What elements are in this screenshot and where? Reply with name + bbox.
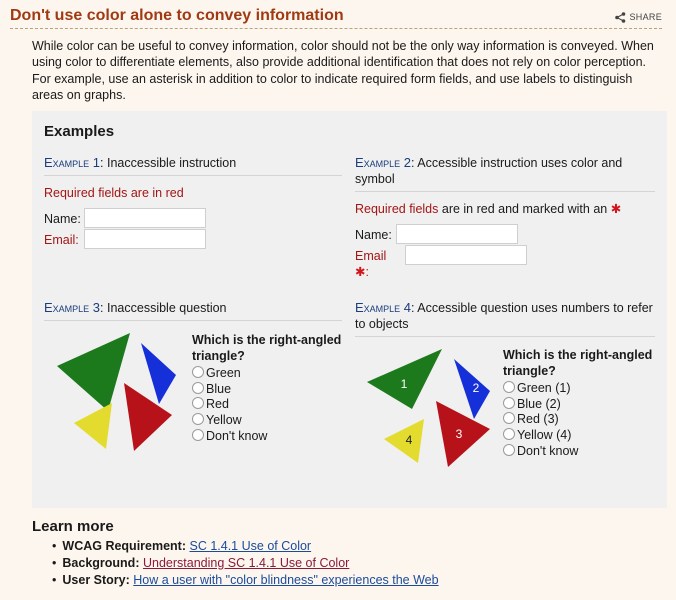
item-label: WCAG Requirement: <box>62 539 187 553</box>
option-label: Blue <box>206 381 232 396</box>
radio-button[interactable] <box>192 366 204 378</box>
radio-option[interactable] <box>503 396 653 412</box>
email-field[interactable] <box>84 229 206 249</box>
numbered-triangles-figure <box>362 347 502 471</box>
example-1-instruction: Required fields are in red <box>44 186 184 200</box>
section-header <box>10 6 662 29</box>
question-text: Which is the right-angled triangle? <box>503 348 653 378</box>
required-star-icon: ✱ <box>610 202 622 216</box>
example-3-number: Example 3 <box>44 300 101 315</box>
user-story-link[interactable]: How a user with "color blindness" experiences the Web <box>133 573 439 587</box>
name-label: Name: <box>355 228 392 242</box>
example-3-title-text: Inaccessible question <box>106 301 227 315</box>
radio-button[interactable] <box>503 381 515 393</box>
radio-option[interactable] <box>192 381 342 397</box>
learn-more-heading: Learn more <box>32 518 114 535</box>
radio-option[interactable] <box>503 443 653 459</box>
yellow-triangle <box>74 403 112 449</box>
option-label: Don't know <box>206 428 268 443</box>
list-item <box>52 572 439 589</box>
item-label: Background: <box>62 556 140 570</box>
example-4 <box>355 300 655 337</box>
yellow-triangle <box>384 419 424 463</box>
option-label: Red <box>206 397 229 412</box>
radio-button[interactable] <box>192 413 204 425</box>
wcag-requirement-link[interactable]: SC 1.4.1 Use of Color <box>189 539 312 553</box>
green-triangle <box>57 333 130 411</box>
share-icon <box>615 12 626 23</box>
triangle-label-4: 4 <box>405 433 413 447</box>
email-label <box>355 248 386 280</box>
red-triangle <box>436 401 490 467</box>
example-3-title: Example 3: Inaccessible question <box>44 300 342 321</box>
list-item <box>52 555 439 572</box>
radio-button[interactable] <box>192 382 204 394</box>
example-1 <box>44 155 342 247</box>
radio-option[interactable] <box>192 396 342 412</box>
radio-button[interactable] <box>503 444 515 456</box>
learn-more-list <box>52 538 439 589</box>
option-label: Yellow <box>206 413 242 428</box>
example-3-question <box>192 332 342 443</box>
radio-button[interactable] <box>503 412 515 424</box>
list-item <box>52 538 439 555</box>
name-field[interactable] <box>84 208 206 228</box>
example-1-title-text: Inaccessible instruction <box>106 156 237 170</box>
example-4-number: Example 4 <box>355 300 412 315</box>
name-field[interactable] <box>396 224 518 244</box>
example-2-instruction-rest: are in red and marked with an <box>438 202 611 216</box>
blue-triangle <box>141 343 176 404</box>
required-star-icon: ✱: <box>355 265 369 279</box>
example-4-question <box>503 347 653 458</box>
option-label: Yellow (4) <box>517 428 572 443</box>
page-title: Don't use color alone to convey information <box>10 7 344 24</box>
radio-option[interactable] <box>503 411 653 427</box>
question-text: Which is the right-angled triangle? <box>192 333 342 363</box>
example-2-title-text: Accessible instruction uses color and symbol <box>355 156 623 186</box>
example-4-title-text: Accessible question uses numbers to refer to objects <box>355 301 653 331</box>
example-2-title: Example 2: Accessible instruction uses color and symbol <box>355 155 655 192</box>
radio-option[interactable] <box>503 427 653 443</box>
item-label: User Story: <box>62 573 130 587</box>
example-3 <box>44 300 342 321</box>
option-label: Green (1) <box>517 381 571 395</box>
radio-button[interactable] <box>192 397 204 409</box>
option-label: Red (3) <box>517 412 559 427</box>
option-label: Don't know <box>517 443 579 458</box>
radio-option[interactable] <box>503 380 653 396</box>
radio-button[interactable] <box>503 428 515 440</box>
radio-button[interactable] <box>192 429 204 441</box>
share-label: SHARE <box>629 12 662 22</box>
example-2-instruction-red: Required fields <box>355 202 439 216</box>
triangle-label-1: 1 <box>400 377 408 391</box>
example-2 <box>355 155 655 279</box>
radio-option[interactable] <box>192 365 342 381</box>
intro-paragraph: While color can be useful to convey information, color should not be the only way information is conveyed. When using color to differentiate elements, also provide additional identification that does not rely on color perception. For example, use an asterisk in addition to color to indicate required form fields, and use labels to distinguish areas on graphs. <box>32 39 654 102</box>
triangles-figure <box>52 331 192 453</box>
email-label-text: Email <box>355 249 387 263</box>
name-label: Name: <box>44 212 81 226</box>
email-field[interactable] <box>405 245 527 265</box>
share-button[interactable] <box>615 12 662 23</box>
email-label: Email: <box>44 233 79 247</box>
example-2-number: Example 2 <box>355 155 412 170</box>
examples-panel <box>32 111 667 508</box>
example-1-title: Example 1: Inaccessible instruction <box>44 155 342 176</box>
radio-option[interactable] <box>192 428 342 444</box>
examples-heading: Examples <box>44 123 115 140</box>
radio-option[interactable] <box>192 412 342 428</box>
option-label: Green <box>206 366 241 380</box>
radio-button[interactable] <box>503 397 515 409</box>
option-label: Blue (2) <box>517 396 561 411</box>
background-link[interactable]: Understanding SC 1.4.1 Use of Color <box>142 556 350 570</box>
example-1-number: Example 1 <box>44 155 101 170</box>
example-2-instruction <box>355 201 655 217</box>
triangle-label-3: 3 <box>455 427 463 441</box>
example-4-title: Example 4: Accessible question uses numbers to refer to objects <box>355 300 655 337</box>
triangle-label-2: 2 <box>472 381 480 395</box>
